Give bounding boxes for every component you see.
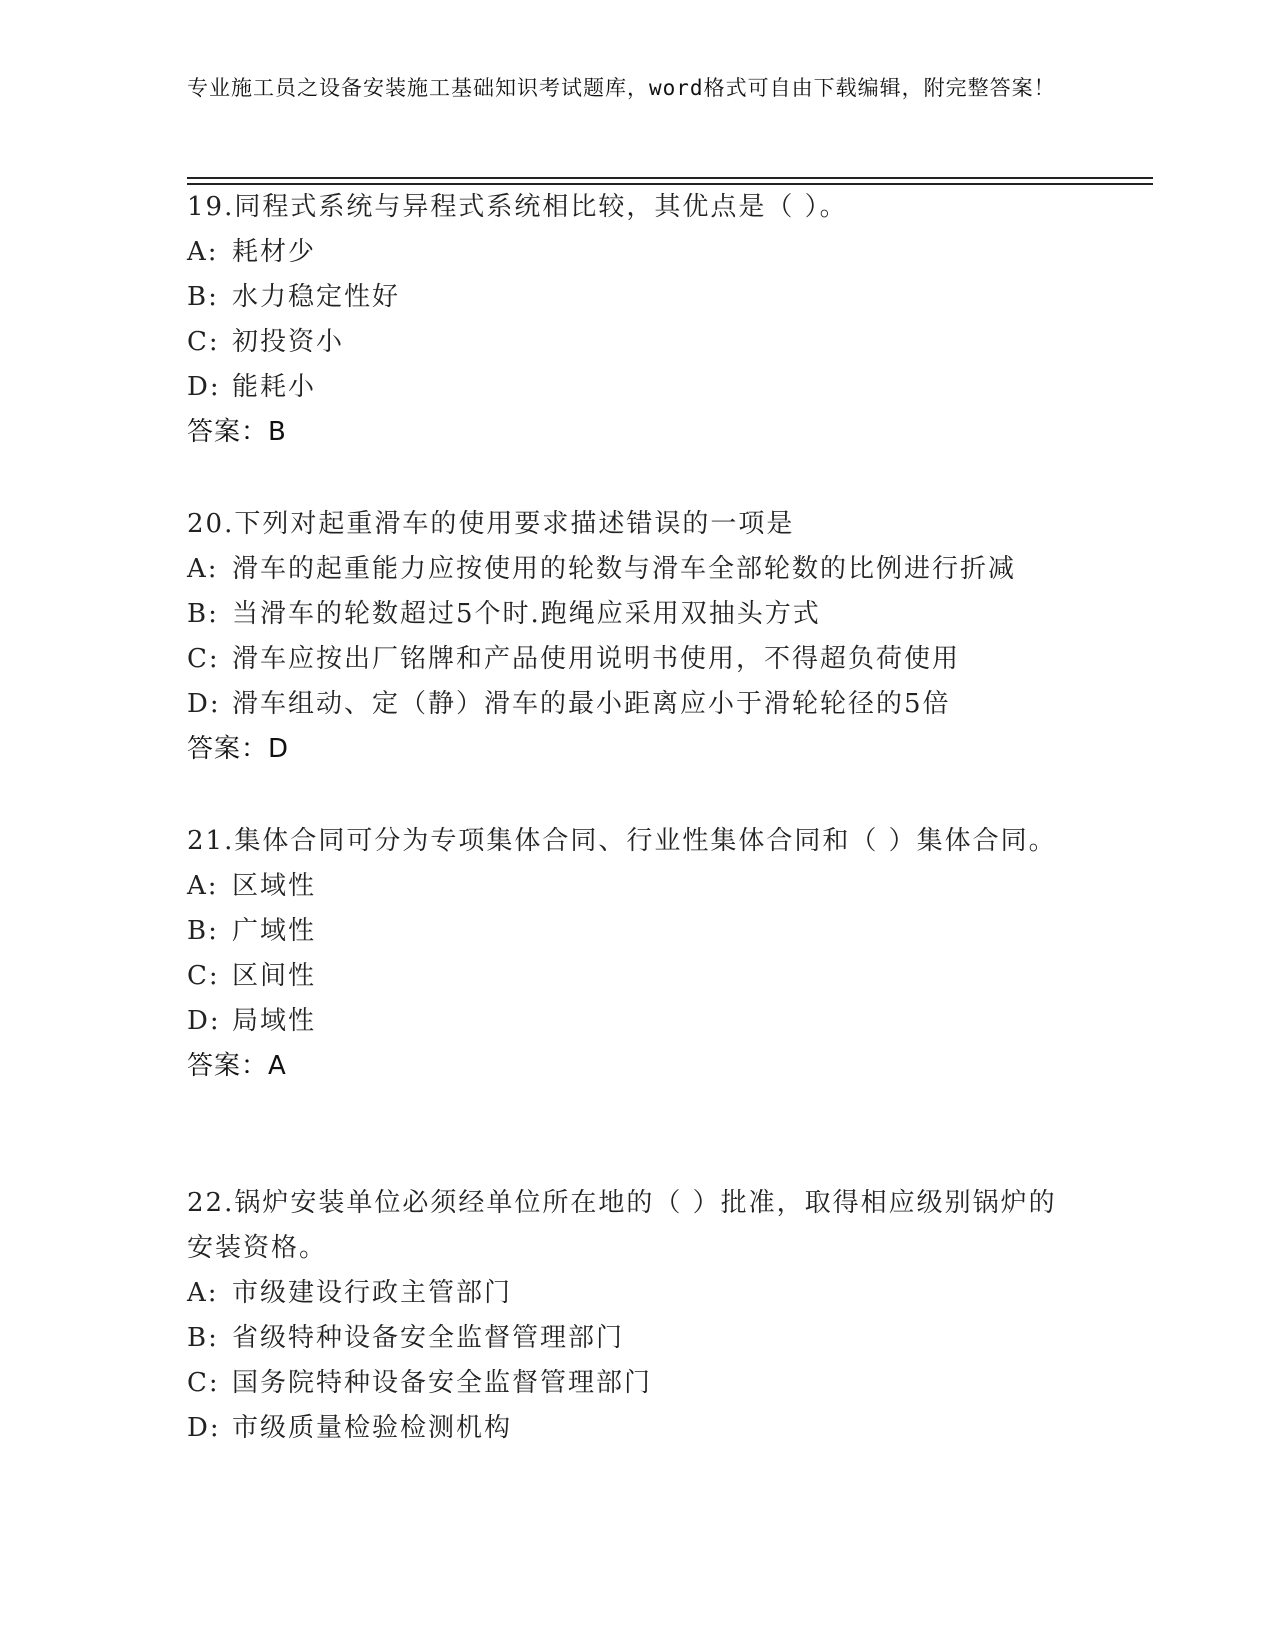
option-a [187,1271,1067,1316]
option-letter: B: [187,599,219,629]
option-text: 局域性 [232,1006,317,1036]
option-b [187,592,1067,637]
option-c [187,320,1067,365]
option-text: 能耗小 [232,372,317,402]
option-letter: C: [187,327,220,357]
question-21 [187,819,1067,1089]
header-divider-top [187,177,1153,179]
option-c [187,637,1067,682]
option-text: 区域性 [232,871,317,901]
option-d [187,682,1067,727]
option-letter: C: [187,644,220,674]
option-a [187,547,1067,592]
question-stem: 21.集体合同可分为专项集体合同、行业性集体合同和（ ）集体合同。 [187,826,1057,856]
document-header: 专业施工员之设备安装施工基础知识考试题库，word格式可自由下载编辑，附完整答案！ [187,76,1056,100]
question-stem: 20.下列对起重滑车的使用要求描述错误的一项是 [187,509,795,539]
option-b [187,275,1067,320]
option-letter: B: [187,1323,219,1353]
option-a [187,864,1067,909]
question-20 [187,502,1067,772]
option-text: 国务院特种设备安全监督管理部门 [232,1368,653,1398]
option-letter: A: [187,237,219,267]
option-letter: C: [187,1368,220,1398]
option-b [187,909,1067,954]
option-text: 区间性 [232,961,317,991]
option-letter: D: [187,1413,221,1443]
question-22 [187,1181,1067,1451]
option-letter: D: [187,1006,221,1036]
question-stem: 22.锅炉安装单位必须经单位所在地的（ ）批准，取得相应级别锅炉的安装资格。 [187,1188,1057,1263]
option-a [187,230,1067,275]
question-stem: 19.同程式系统与异程式系统相比较，其优点是（ ）。 [187,192,848,222]
option-d [187,999,1067,1044]
option-b [187,1316,1067,1361]
option-letter: D: [187,372,221,402]
option-text: 省级特种设备安全监督管理部门 [232,1323,625,1353]
option-text: 滑车组动、定（静）滑车的最小距离应小于滑轮轮径的5倍 [232,689,951,719]
option-c [187,1361,1067,1406]
option-d [187,1406,1067,1451]
option-text: 耗材少 [232,237,317,267]
option-text: 滑车应按出厂铭牌和产品使用说明书使用，不得超负荷使用 [232,644,961,674]
answer: 答案：B [187,417,287,447]
option-text: 市级建设行政主管部门 [232,1278,513,1308]
option-letter: B: [187,916,219,946]
option-letter: B: [187,282,219,312]
answer: 答案：D [187,734,290,764]
question-19 [187,185,1067,455]
option-text: 初投资小 [232,327,345,357]
option-letter: A: [187,871,219,901]
answer: 答案：A [187,1051,287,1081]
option-d [187,365,1067,410]
option-text: 滑车的起重能力应按使用的轮数与滑车全部轮数的比例进行折减 [232,554,1017,584]
option-text: 市级质量检验检测机构 [232,1413,513,1443]
option-letter: A: [187,1278,219,1308]
option-letter: A: [187,554,219,584]
option-letter: D: [187,689,221,719]
option-letter: C: [187,961,220,991]
option-text: 广域性 [232,916,317,946]
option-c [187,954,1067,999]
option-text: 当滑车的轮数超过5个时.跑绳应采用双抽头方式 [232,599,821,629]
option-text: 水力稳定性好 [232,282,401,312]
